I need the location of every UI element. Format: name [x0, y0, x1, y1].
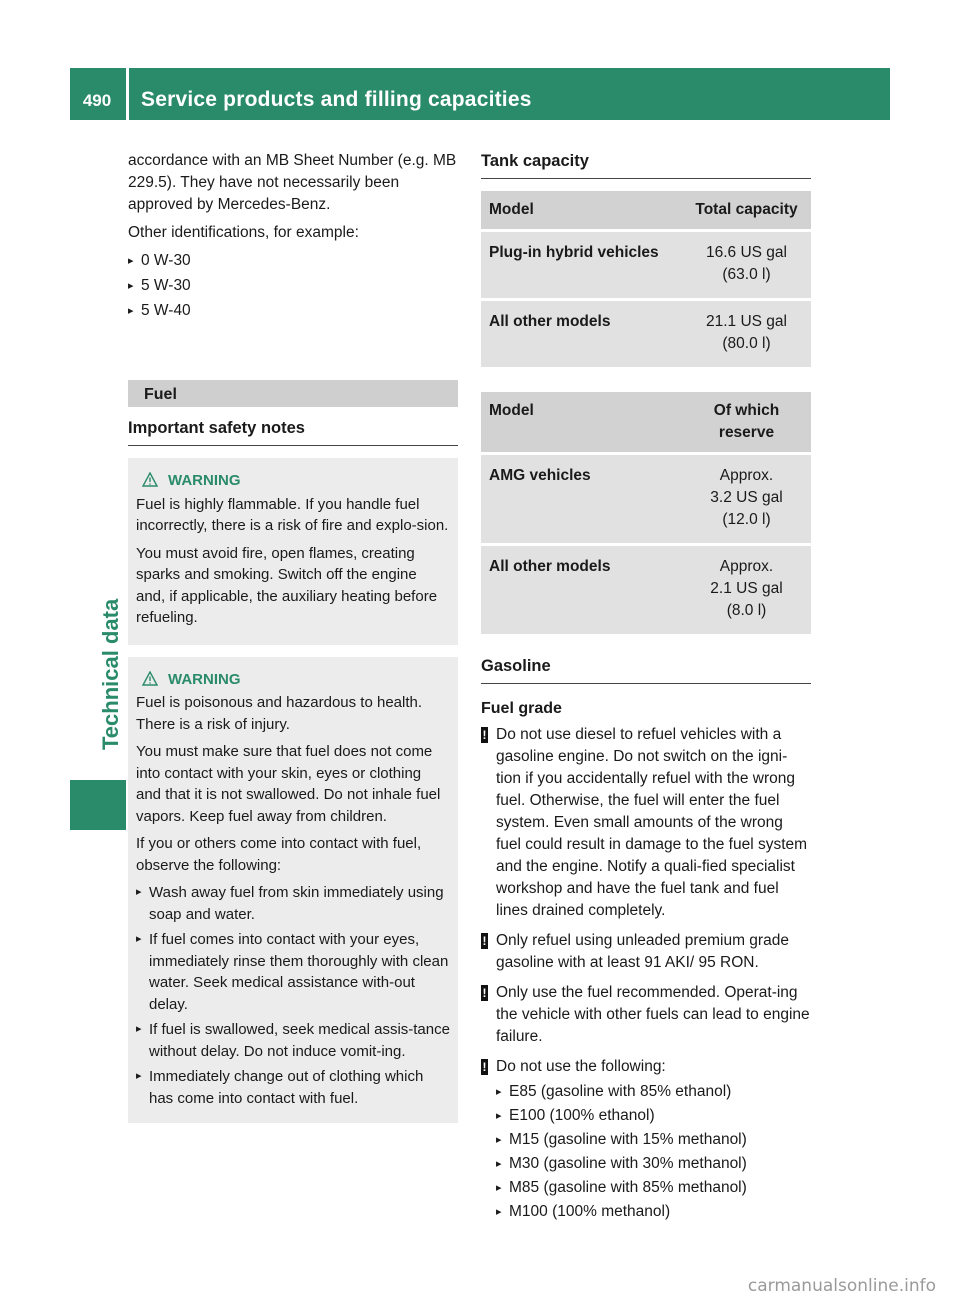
side-tab-marker	[70, 780, 126, 830]
list-item: ▸ E85 (gasoline with 85% ethanol)	[496, 1081, 811, 1103]
warning-box-poisonous	[128, 657, 458, 1124]
capacity-value-liters: (63.0 l)	[722, 266, 771, 283]
notice-exclamation-icon: !	[482, 934, 487, 948]
reserve-value-liters: (12.0 l)	[722, 511, 771, 528]
right-column	[481, 150, 811, 1231]
list-item: ▸ M85 (gasoline with 85% methanol)	[496, 1177, 811, 1199]
warning-text: If you or others come into contact with fuel, observe the following:	[136, 835, 422, 874]
list-item: ▸ If fuel is swallowed, seek medical assis-tance without delay. Do not induce vomit-ing.	[136, 1019, 450, 1062]
capacity-value-liters: (80.0 l)	[722, 335, 771, 352]
table-row	[481, 300, 811, 369]
tank-capacity-heading: Tank capacity	[481, 150, 811, 179]
capacity-value: 21.1 US gal	[706, 313, 787, 330]
column-header	[682, 392, 811, 454]
model-cell: All other models	[481, 300, 682, 369]
notice-text: Only refuel using unleaded premium grade gasoline with at least 91 AKI/ 95 RON.	[496, 932, 789, 971]
side-tab-label: Technical data	[98, 598, 123, 750]
notice-item	[481, 1056, 811, 1223]
reserve-value-liters: (8.0 l)	[726, 602, 767, 619]
page-title: Service products and filling capacities	[141, 88, 532, 111]
header-divider	[126, 68, 129, 120]
page-number: 490	[82, 91, 112, 110]
warning-box-flammable	[128, 458, 458, 645]
watermark: carmanualsonline.info	[747, 1276, 936, 1296]
list-item: ▸ If fuel comes into contact with your eyes, immediately rinse them thoroughly with clean water. Seek medical assistance with-out delay.	[136, 929, 450, 1015]
table-header-row	[481, 392, 811, 454]
list-item: ▸ 5 W-40	[128, 300, 458, 322]
column-header: Total capacity	[682, 191, 811, 231]
list-item: ▸ 0 W-30	[128, 250, 458, 272]
warning-triangle-icon	[142, 472, 158, 487]
model-cell: All other models	[481, 545, 682, 636]
warning-text: Fuel is poisonous and hazardous to health. There is a risk of injury.	[136, 694, 423, 733]
reserve-cell	[682, 454, 811, 545]
warning-text: You must avoid fire, open flames, creating sparks and smoking. Switch off the engine and, if applicable, the auxiliary heating before refueling.	[136, 544, 438, 626]
notice-exclamation-icon: !	[482, 986, 487, 1000]
list-item: ▸ Wash away fuel from skin immediately using soap and water.	[136, 882, 450, 925]
column-header-line: Of which	[713, 402, 780, 419]
column-header: Model	[481, 392, 682, 454]
reserve-qualifier: Approx.	[719, 467, 774, 484]
list-item: ▸ M100 (100% methanol)	[496, 1201, 811, 1223]
notice-item	[481, 982, 811, 1048]
warning-triangle-icon	[142, 671, 158, 686]
reserve-cell	[682, 545, 811, 636]
warning-text: Fuel is highly flammable. If you handle fuel incorrectly, there is a risk of fire and explo-sion.	[136, 495, 449, 534]
excluded-fuels-list	[496, 1081, 811, 1223]
model-cell: AMG vehicles	[481, 454, 682, 545]
warning-title	[136, 669, 450, 691]
reserve-value: 3.2 US gal	[710, 489, 783, 506]
column-header: Model	[481, 191, 682, 231]
list-item: ▸ M15 (gasoline with 15% methanol)	[496, 1129, 811, 1151]
warning-text: You must make sure that fuel does not come into contact with your skin, eyes or clothing and that it is not swallowed. Do not inhale fuel vapors. Keep fuel away from children.	[136, 743, 441, 825]
capacity-cell	[682, 231, 811, 300]
capacity-cell	[682, 300, 811, 369]
notice-exclamation-icon: !	[482, 1060, 487, 1074]
gasoline-heading: Gasoline	[481, 655, 811, 684]
list-item: ▸ 5 W-30	[128, 275, 458, 297]
reserve-qualifier: Approx.	[719, 558, 774, 575]
safety-notes-heading: Important safety notes	[128, 417, 458, 446]
list-item: ▸ M30 (gasoline with 30% methanol)	[496, 1153, 811, 1175]
fuel-section-heading: Fuel	[128, 380, 458, 407]
notice-item	[481, 724, 811, 922]
reserve-capacity-table	[481, 392, 811, 637]
capacity-value: 16.6 US gal	[706, 244, 787, 261]
notice-text: Only use the fuel recommended. Operat-ing the vehicle with other fuels can lead to engine failure.	[496, 984, 810, 1045]
notice-text: Do not use diesel to refuel vehicles with a gasoline engine. Do not switch on the igni-tion if you accidentally refuel with the wrong fuel. Otherwise, the fuel will enter the fuel system. Even small amounts of the wrong fuel could result in damage to the fuel system and the engine. Notify a quali-fied specialist workshop and have the fuel tank and fuel lines drained completely.	[496, 726, 808, 919]
left-column	[128, 150, 458, 1123]
list-item: ▸ E100 (100% ethanol)	[496, 1105, 811, 1127]
warning-title	[136, 470, 450, 492]
first-aid-list	[136, 882, 450, 1109]
notice-text: Do not use the following:	[496, 1058, 666, 1075]
table-header-row	[481, 191, 811, 231]
warning-label: WARNING	[168, 472, 241, 489]
intro-paragraph: accordance with an MB Sheet Number (e.g. MB 229.5). They have not necessarily been approved by Mercedes-Benz.	[128, 152, 457, 213]
intro-paragraph: Other identifications, for example:	[128, 224, 359, 241]
column-header-line: reserve	[718, 424, 775, 441]
total-capacity-table	[481, 191, 811, 370]
notice-item	[481, 930, 811, 974]
reserve-value: 2.1 US gal	[710, 580, 783, 597]
notice-exclamation-icon: !	[482, 728, 487, 742]
table-row	[481, 454, 811, 545]
model-cell: Plug-in hybrid vehicles	[481, 231, 682, 300]
warning-label: WARNING	[168, 670, 241, 688]
table-row	[481, 231, 811, 300]
oil-grade-list	[128, 250, 458, 322]
list-item: ▸ Immediately change out of clothing which has come into contact with fuel.	[136, 1066, 450, 1109]
table-row	[481, 545, 811, 636]
fuel-grade-heading: Fuel grade	[481, 700, 562, 717]
